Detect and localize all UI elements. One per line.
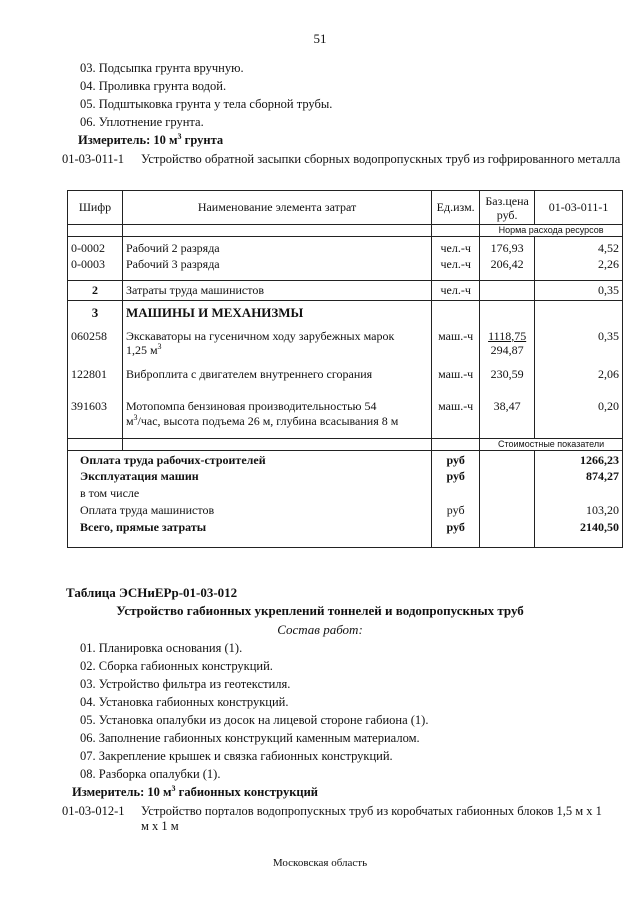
row-name: Виброплита с двигателем внутреннего сгорания bbox=[122, 363, 431, 393]
measure-unit-2: Измеритель: 10 $м^3$ габионных конструкций bbox=[72, 783, 318, 799]
total-name: в том числе bbox=[68, 486, 432, 503]
row-value: 0,20 bbox=[535, 393, 623, 439]
row-unit: маш.-ч bbox=[432, 323, 480, 363]
header-unit: Ед.изм. bbox=[432, 191, 480, 225]
composition-heading: Состав работ: bbox=[277, 622, 363, 637]
row-price: 1118,75 294,87 bbox=[480, 323, 535, 363]
row-name: Мотопомпа бензиновая производительностью 54 $м^3$/час, высота подъема 26 м, глубина всасывания 8 м bbox=[122, 393, 431, 439]
table-2-subtitle: Устройство габионных укреплений тоннелей и водопропускных труб bbox=[116, 603, 524, 618]
row-code: 2 bbox=[68, 281, 123, 301]
work-item: 08. Разборка опалубки (1). bbox=[80, 767, 221, 781]
work-item: 03. Подсыпка грунта вручную. bbox=[80, 61, 244, 75]
item-1-header bbox=[62, 152, 622, 186]
header-item-code: 01-03-011-1 bbox=[535, 191, 623, 225]
total-value bbox=[535, 486, 623, 503]
row-code: 0-0003 bbox=[68, 257, 123, 281]
row-name: Затраты труда машинистов bbox=[122, 281, 431, 301]
row-unit: чел.-ч bbox=[432, 237, 480, 257]
row-value: 2,06 bbox=[535, 363, 623, 393]
row-unit: чел.-ч bbox=[432, 257, 480, 281]
total-value: 1266,23 bbox=[535, 451, 623, 469]
total-unit: руб bbox=[432, 451, 480, 469]
row-unit: чел.-ч bbox=[432, 281, 480, 301]
total-unit: руб bbox=[432, 469, 480, 486]
row-unit: маш.-ч bbox=[432, 393, 480, 439]
cost-note: Стоимостные показатели bbox=[480, 439, 623, 451]
total-unit: руб bbox=[432, 503, 480, 520]
row-name: Рабочий 3 разряда bbox=[122, 257, 431, 281]
header-name: Наименование элемента затрат bbox=[122, 191, 431, 225]
total-name: Всего, прямые затраты bbox=[68, 520, 432, 548]
norm-note: Норма расхода ресурсов bbox=[480, 225, 623, 237]
item-description: Устройство порталов водопропускных труб из коробчатых габионных блоков 1,5 м х 1 м х 1 м bbox=[141, 804, 602, 833]
item-2-header bbox=[62, 804, 622, 838]
total-value: 874,27 bbox=[535, 469, 623, 486]
total-name: Оплата труда машинистов bbox=[68, 503, 432, 520]
row-name: Рабочий 2 разряда bbox=[122, 237, 431, 257]
work-item: 02. Сборка габионных конструкций. bbox=[80, 659, 273, 673]
row-price: 230,59 bbox=[480, 363, 535, 393]
work-item: 01. Планировка основания (1). bbox=[80, 641, 243, 655]
row-price: 206,42 bbox=[480, 257, 535, 281]
row-value: 4,52 bbox=[535, 237, 623, 257]
total-name: Оплата труда рабочих-строителей bbox=[68, 451, 432, 469]
row-code: 3 bbox=[68, 301, 123, 323]
footer-region: Московская область bbox=[272, 857, 368, 869]
total-name: Эксплуатация машин bbox=[68, 469, 432, 486]
work-item: 04. Установка габионных конструкций. bbox=[80, 695, 289, 709]
measure-unit-1: Измеритель: 10 $м^3$ грунта bbox=[78, 131, 224, 147]
resource-table bbox=[67, 190, 623, 548]
table-2-title: Таблица ЭСНиЕРр-01-03-012 bbox=[66, 585, 238, 600]
work-item: 06. Заполнение габионных конструкций каменным материалом. bbox=[80, 731, 420, 745]
work-item: 04. Проливка грунта водой. bbox=[80, 79, 227, 93]
row-unit: маш.-ч bbox=[432, 363, 480, 393]
work-item: 05. Установка опалубки из досок на лицевой стороне габиона (1). bbox=[80, 713, 429, 727]
row-value: 0,35 bbox=[535, 281, 623, 301]
row-code: 0-0002 bbox=[68, 237, 123, 257]
total-value: 2140,50 bbox=[535, 520, 623, 548]
row-code: 391603 bbox=[68, 393, 123, 439]
total-value: 103,20 bbox=[535, 503, 623, 520]
page-number: 51 bbox=[313, 31, 327, 46]
work-item: 06. Уплотнение грунта. bbox=[80, 115, 204, 129]
item-description: Устройство обратной засыпки сборных водопропускных труб из гофрированного металла bbox=[141, 152, 621, 166]
item-code: 01-03-011-1 bbox=[62, 152, 125, 166]
row-value: 2,26 bbox=[535, 257, 623, 281]
row-code: 060258 bbox=[68, 323, 123, 363]
row-name: Экскаваторы на гусеничном ходу зарубежных марок 1,25 $м^3$ bbox=[122, 323, 431, 363]
row-code: 122801 bbox=[68, 363, 123, 393]
section-title: МАШИНЫ И МЕХАНИЗМЫ bbox=[122, 301, 431, 323]
header-code: Шифр bbox=[68, 191, 123, 225]
work-item: 07. Закрепление крышек и связка габионных конструкций. bbox=[80, 749, 393, 763]
row-value: 0,35 bbox=[535, 323, 623, 363]
work-item: 03. Устройство фильтра из геотекстиля. bbox=[80, 677, 291, 691]
item-code: 01-03-012-1 bbox=[62, 804, 125, 818]
header-price: Баз.цена руб. bbox=[480, 191, 535, 225]
total-unit: руб bbox=[432, 520, 480, 548]
row-price: 38,47 bbox=[480, 393, 535, 439]
row-price: 176,93 bbox=[480, 237, 535, 257]
work-item: 05. Подштыковка грунта у тела сборной трубы. bbox=[80, 97, 333, 111]
total-unit bbox=[432, 486, 480, 503]
